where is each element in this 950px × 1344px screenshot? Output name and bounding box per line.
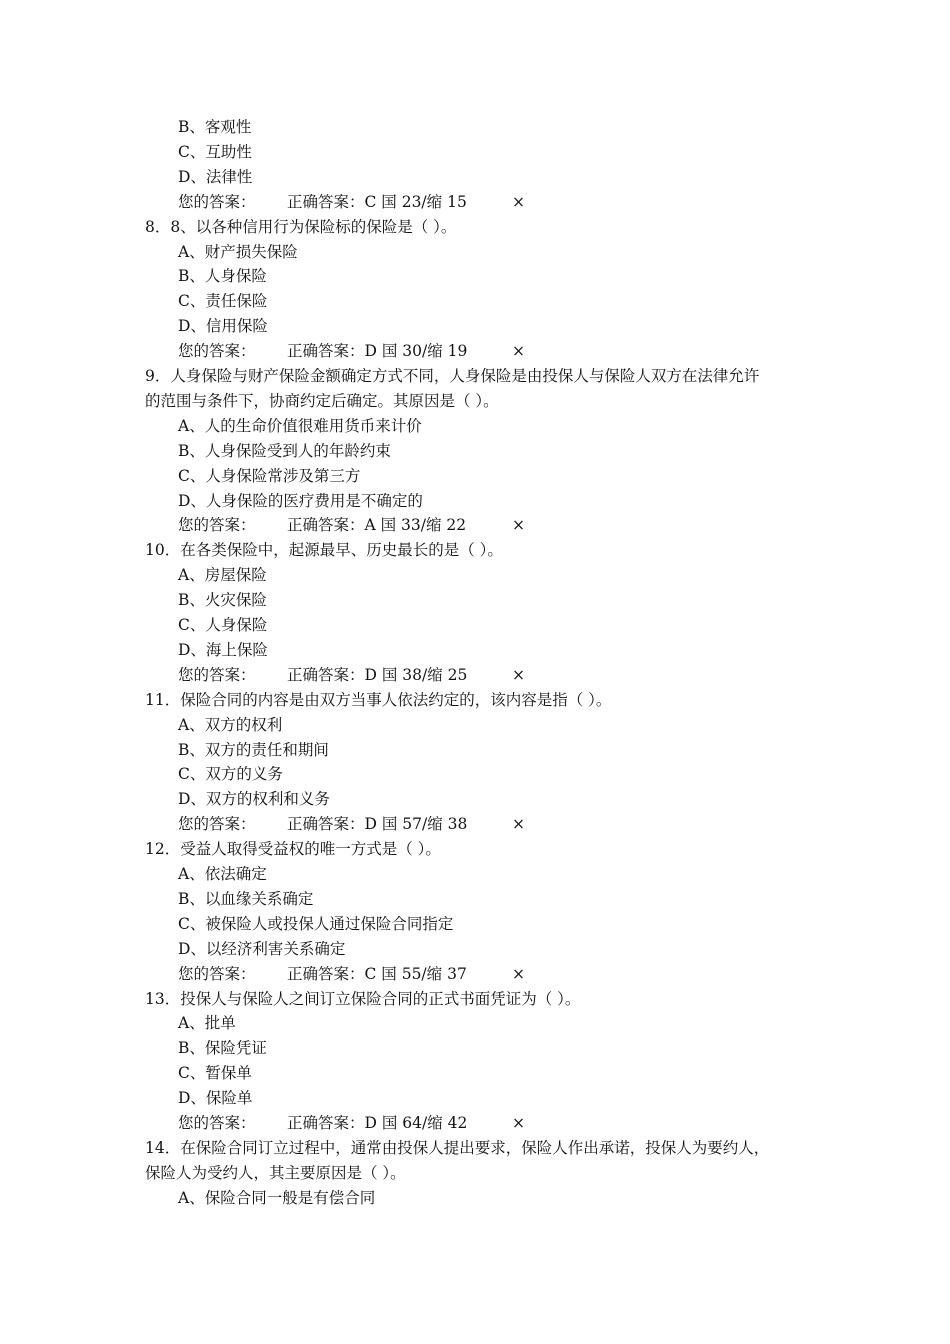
option-item: A、房屋保险: [178, 566, 267, 585]
question-text: 11．保险合同的内容是由双方当事人依法约定的，该内容是指（ ）。: [145, 690, 612, 709]
correct-answer-text: 正确答案：D 国 30/缩 19: [287, 342, 468, 361]
your-answer-label: 您的答案：: [178, 665, 256, 684]
your-answer-label: 您的答案：: [178, 1114, 256, 1132]
correct-answer-text: 正确答案：D 国 64/缩 42: [287, 1114, 468, 1132]
option-item: B、双方的责任和期间: [178, 740, 329, 759]
option-item: C、互助性: [178, 142, 252, 161]
option-item: D、法律性: [178, 167, 253, 186]
question-text: 8．8、以各种信用行为保险标的保险是（ ）。: [145, 217, 457, 236]
question-text: 保险人为受约人，其主要原因是（ ）。: [145, 1163, 406, 1182]
correct-answer-text: 正确答案：D 国 38/缩 25: [287, 665, 468, 684]
option-item: A、保险合同一般是有偿合同: [178, 1188, 376, 1207]
option-item: A、双方的权利: [178, 715, 283, 734]
option-item: C、人身保险: [178, 616, 268, 634]
option-item: B、人身保险受到人的年龄约束: [178, 441, 391, 460]
option-item: D、海上保险: [178, 640, 268, 659]
option-item: B、客观性: [178, 118, 252, 136]
correct-answer-text: 正确答案：C 国 23/缩 15: [287, 192, 467, 211]
option-item: C、暂保单: [178, 1064, 252, 1083]
your-answer-label: 您的答案：: [178, 342, 256, 361]
option-item: A、财产损失保险: [178, 242, 298, 261]
option-item: C、人身保险常涉及第三方: [178, 466, 361, 485]
option-item: A、依法确定: [178, 865, 267, 883]
question-text: 14．在保险合同订立过程中，通常由投保人提出要求，保险人作出承诺，投保人为要约人，: [145, 1138, 770, 1157]
wrong-mark-icon: ×: [512, 964, 525, 983]
correct-answer-text: 正确答案：D 国 57/缩 38: [287, 815, 468, 834]
question-text: 10．在各类保险中，起源最早、历史最长的是（ ）。: [145, 541, 503, 560]
your-answer-label: 您的答案：: [178, 964, 256, 983]
your-answer-label: 您的答案：: [178, 815, 256, 834]
option-item: C、被保险人或投保人通过保险合同指定: [178, 914, 454, 933]
option-item: D、保险单: [178, 1089, 253, 1108]
option-item: B、保险凭证: [178, 1039, 267, 1058]
option-item: C、双方的义务: [178, 765, 283, 784]
question-text: 13．投保人与保险人之间订立保险合同的正式书面凭证为（ ）。: [145, 989, 581, 1008]
wrong-mark-icon: ×: [512, 342, 525, 361]
option-item: B、人身保险: [178, 267, 267, 286]
option-item: D、以经济利害关系确定: [178, 939, 346, 958]
option-item: C、责任保险: [178, 292, 268, 311]
option-item: A、批单: [178, 1014, 236, 1033]
wrong-mark-icon: ×: [512, 815, 525, 834]
wrong-mark-icon: ×: [512, 1114, 525, 1132]
option-item: D、信用保险: [178, 317, 268, 336]
your-answer-label: 您的答案：: [178, 192, 256, 211]
question-text: 的范围与条件下，协商约定后确定。其原因是（ ）。: [145, 391, 499, 410]
wrong-mark-icon: ×: [512, 665, 525, 684]
your-answer-label: 您的答案：: [178, 516, 256, 535]
option-item: B、以血缘关系确定: [178, 889, 314, 908]
question-text: 12．受益人取得受益权的唯一方式是（ ）。: [145, 840, 441, 859]
question-text: 9．人身保险与财产保险金额确定方式不同，人身保险是由投保人与保险人双方在法律允许: [145, 367, 760, 385]
option-item: D、人身保险的医疗费用是不确定的: [178, 491, 423, 510]
wrong-mark-icon: ×: [512, 516, 525, 535]
wrong-mark-icon: ×: [512, 192, 525, 211]
option-item: A、人的生命价值很难用货币来计价: [178, 416, 422, 435]
option-item: D、双方的权利和义务: [178, 790, 330, 809]
correct-answer-text: 正确答案：C 国 55/缩 37: [287, 964, 467, 983]
correct-answer-text: 正确答案：A 国 33/缩 22: [287, 516, 467, 535]
option-item: B、火灾保险: [178, 591, 267, 610]
